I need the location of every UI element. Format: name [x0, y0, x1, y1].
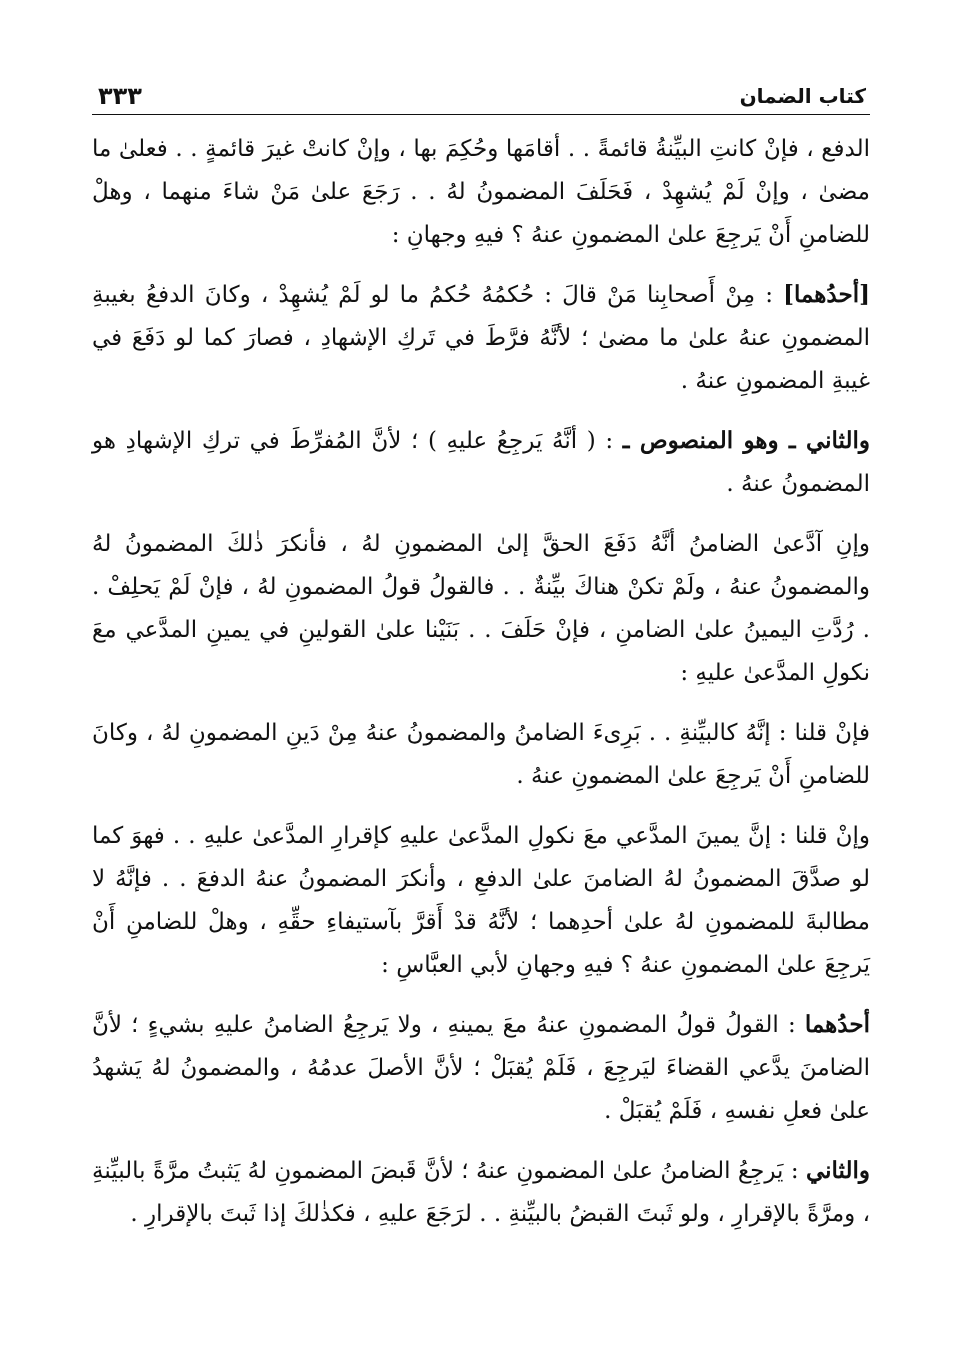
paragraph: [92, 1149, 870, 1236]
body-text: [92, 127, 870, 1236]
paragraph-lead: [أحدُهما]: [783, 281, 870, 308]
paragraph-text: : يَرجِعُ الضامنُ علىٰ المضمونِ عنهُ ؛ لأنَّ قَبضَ المضمونِ لهُ يَثبتُ مرَّةً بالبيِّنةِ ، ومرَّةً بالإقرارِ ، ولو ثَبتَ القبضُ بالبيِّنةِ . . لرَجَعَ عليهِ ، فكذٰلكَ إذا ثَبتَ بالإقرارِ .: [92, 1158, 870, 1227]
paragraph-text: الدفع ، فإنْ كانتِ البيِّنةُ قائمةً . . أقامَها وحُكِمَ بها ، وإنْ كانتْ غيرَ قائمةٍ . . فعلىٰ ما مضىٰ ، وإنْ لَمْ يُشهِدْ ، فَحَلَفَ المضمونُ لهُ . . رَجَعَ علىٰ مَنْ شاءَ منهما ، وهلْ للضامنِ أَنْ يَرجِعَ علىٰ المضمونِ عنهُ ؟ فيهِ وجهانِ :: [92, 136, 870, 248]
running-header: [92, 70, 870, 115]
book-title: كتاب الضمان: [739, 84, 866, 108]
paragraph: [92, 419, 870, 506]
paragraph: [92, 814, 870, 987]
paragraph-text: فإنْ قلنا : إنَّهُ كالبيِّنةِ . . بَرِىءَ الضامنُ والمضمونُ عنهُ مِنْ دَينِ المضمونِ لهُ ، وكانَ للضامنِ أَنْ يَرجِعَ علىٰ المضمونِ عنهُ .: [92, 720, 870, 789]
paragraph: [92, 522, 870, 695]
paragraph-text: : مِنْ أَصحابِنا مَنْ قالَ : حُكمُهُ حُكمُ ما لو لَمْ يُشهِدْ ، وكانَ الدفعُ بغيبةِ المضمونِ عنهُ علىٰ ما مضىٰ ؛ لأنَّهُ فرَّطَ في تَركِ الإشهادِ ، فصارَ كما لو دَفَعَ في غيبةِ المضمونِ عنهُ .: [92, 282, 870, 394]
page-number: ٣٣٣: [98, 82, 142, 110]
paragraph-lead: أحدُهما: [804, 1011, 870, 1038]
paragraph: [92, 273, 870, 403]
document-page: [92, 70, 870, 1252]
paragraph-lead: والثاني ـ وهو المنصوص ـ: [622, 427, 870, 454]
paragraph-text: : ( أنَّهُ يَرجِعُ عليهِ ) ؛ لأنَّ المُفرِّطَ في تركِ الإشهادِ هو المضمونُ عنهُ .: [92, 428, 870, 497]
paragraph: [92, 127, 870, 257]
paragraph: [92, 711, 870, 798]
paragraph-text: : القولُ قولُ المضمونِ عنهُ معَ يمينهِ ، ولا يَرجِعُ الضامنُ عليهِ بشيءٍ ؛ لأنَّ الضامنَ يدَّعي القضاءَ ليَرجِعَ ، فَلَمْ يُقبَلْ ؛ لأنَّ الأصلَ عدمُهُ ، والمضمونُ لهُ يَشهدُ علىٰ فعلِ نفسهِ ، فَلَمْ يُقبَلْ .: [92, 1012, 870, 1124]
paragraph-text: وإنِ آدَّعىٰ الضامنُ أنَّهُ دَفَعَ الحقَّ إلىٰ المضمونِ لهُ ، فأنكرَ ذٰلكَ المضمونُ لهُ والمضمونُ عنهُ ، ولَمْ تكنْ هناكَ بيِّنةٌ . . فالقولُ قولُ المضمونِ لهُ ، فإنْ لَمْ يَحلِفْ . . رُدَّتِ اليمينُ علىٰ الضامنِ ، فإنْ حَلَفَ . . بَنَيْنا علىٰ القولينِ في يمينِ المدَّعي معَ نكولِ المدَّعىٰ عليهِ :: [92, 531, 870, 686]
paragraph: [92, 1003, 870, 1133]
paragraph-text: وإنْ قلنا : إنَّ يمينَ المدَّعي معَ نكولِ المدَّعىٰ عليهِ كإقرارِ المدَّعىٰ عليهِ . . فهوَ كما لو صدَّقَ المضمونُ لهُ الضامنَ علىٰ الدفعِ ، وأنكرَ المضمونُ عنهُ الدفعَ . . فإنَّهُ لا مطالبةَ للمضمونِ لهُ علىٰ أحدِهما ؛ لأنَّهُ قدْ أَقرَّ بآستيفاءِ حقِّهِ ، وهلْ للضامنِ أَنْ يَرجِعَ علىٰ المضمونِ عنهُ ؟ فيهِ وجهانِ لأبي العبَّاسِ :: [92, 823, 870, 978]
paragraph-lead: والثاني: [805, 1157, 870, 1184]
